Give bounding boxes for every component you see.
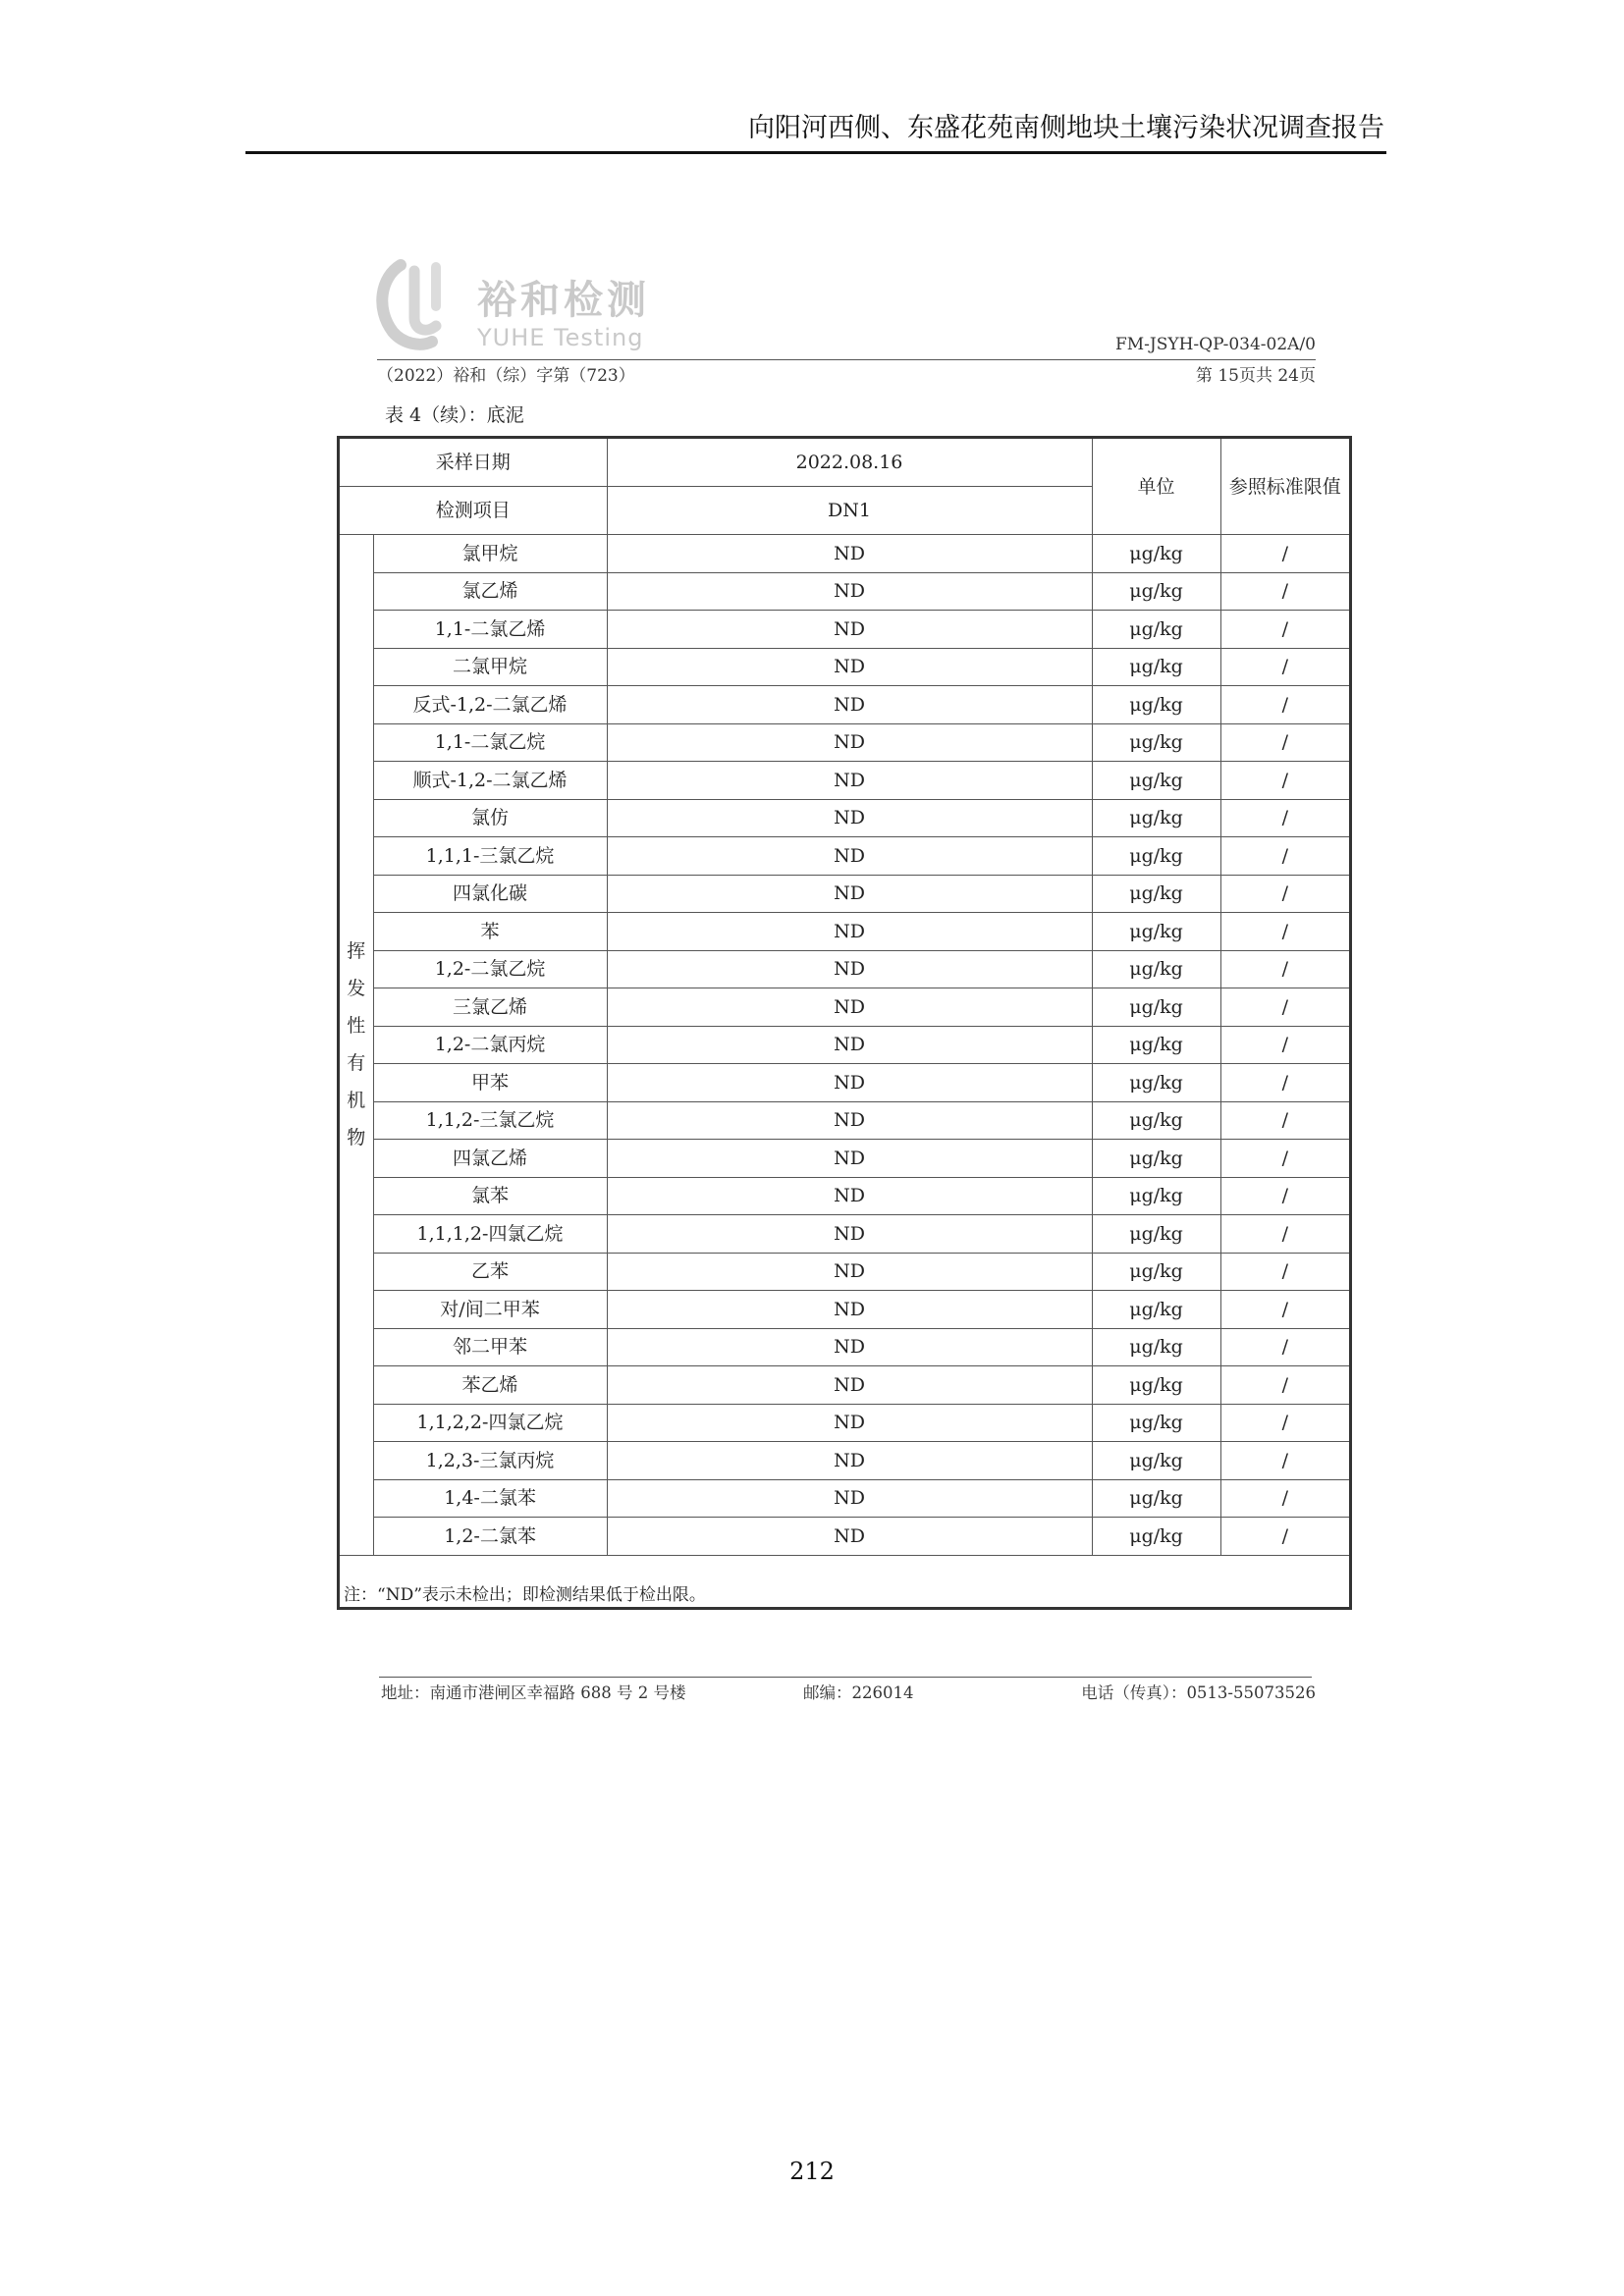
- analyte-name: 1,2-二氯丙烷: [373, 1026, 607, 1064]
- result-value: ND: [607, 686, 1092, 724]
- footer-phone: 电话（传真）：0513-55073526: [1081, 1683, 1316, 1702]
- table-row: [340, 723, 1349, 762]
- unit-value: μg/kg: [1092, 1101, 1220, 1140]
- analyte-name: 1,2,3-三氯丙烷: [373, 1442, 607, 1480]
- analyte-name: 二氯甲烷: [373, 648, 607, 686]
- logo-name-cn: 裕和检测: [477, 278, 650, 323]
- analyte-name: 反式-1,2-二氯乙烯: [373, 686, 607, 724]
- table-row: [340, 1518, 1349, 1556]
- result-value: ND: [607, 648, 1092, 686]
- unit-value: μg/kg: [1092, 1253, 1220, 1291]
- limit-value: /: [1220, 1442, 1349, 1480]
- unit-value: μg/kg: [1092, 1215, 1220, 1254]
- table-row: [340, 837, 1349, 876]
- result-value: ND: [607, 875, 1092, 913]
- results-table: [340, 439, 1349, 1556]
- result-value: ND: [607, 1518, 1092, 1556]
- unit-value: μg/kg: [1092, 988, 1220, 1027]
- result-value: ND: [607, 535, 1092, 573]
- analyte-name: 1,2-二氯苯: [373, 1518, 607, 1556]
- analyte-name: 三氯乙烯: [373, 988, 607, 1027]
- table-row: [340, 1215, 1349, 1254]
- analyte-name: 四氯乙烯: [373, 1140, 607, 1178]
- page-number: 212: [789, 2158, 835, 2185]
- unit-value: μg/kg: [1092, 535, 1220, 573]
- result-value: ND: [607, 1253, 1092, 1291]
- limit-value: /: [1220, 723, 1349, 762]
- limit-value: /: [1220, 535, 1349, 573]
- limit-value: /: [1220, 1064, 1349, 1102]
- unit-value: μg/kg: [1092, 723, 1220, 762]
- analyte-name: 1,1,2,2-四氯乙烷: [373, 1404, 607, 1442]
- unit-value: μg/kg: [1092, 1064, 1220, 1102]
- page-count: 第 15页共 24页: [1195, 366, 1316, 386]
- analyte-name: 1,4-二氯苯: [373, 1479, 607, 1518]
- unit-value: μg/kg: [1092, 1177, 1220, 1215]
- table-row: [340, 535, 1349, 573]
- report-running-title: 向阳河西侧、东盛花苑南侧地块土壤污染状况调查报告: [748, 113, 1384, 143]
- limit-value: /: [1220, 1479, 1349, 1518]
- limit-value: /: [1220, 1291, 1349, 1329]
- table-row: [340, 1064, 1349, 1102]
- limit-value: /: [1220, 837, 1349, 876]
- unit-value: μg/kg: [1092, 1518, 1220, 1556]
- analyte-name: 氯乙烯: [373, 572, 607, 611]
- table-row: [340, 1404, 1349, 1442]
- footer-address: 地址：南通市港闸区幸福路 688 号 2 号楼: [381, 1683, 686, 1702]
- result-value: ND: [607, 1064, 1092, 1102]
- table-row: [340, 799, 1349, 837]
- limit-value: /: [1220, 799, 1349, 837]
- report-number: （2022）裕和（综）字第（723）: [377, 366, 635, 386]
- limit-value: /: [1220, 648, 1349, 686]
- analyte-name: 乙苯: [373, 1253, 607, 1291]
- unit-value: μg/kg: [1092, 1291, 1220, 1329]
- analyte-name: 邻二甲苯: [373, 1328, 607, 1366]
- unit-value: μg/kg: [1092, 913, 1220, 951]
- footer-rule: [379, 1677, 1312, 1678]
- unit-value: μg/kg: [1092, 686, 1220, 724]
- limit-value: /: [1220, 1101, 1349, 1140]
- table-row: [340, 1177, 1349, 1215]
- analyte-name: 对/间二甲苯: [373, 1291, 607, 1329]
- footer-postcode: 邮编：226014: [803, 1683, 914, 1702]
- limit-value: /: [1220, 1518, 1349, 1556]
- result-value: ND: [607, 1479, 1092, 1518]
- table-row: [340, 950, 1349, 988]
- table-row: [340, 913, 1349, 951]
- result-value: ND: [607, 988, 1092, 1027]
- unit-value: μg/kg: [1092, 1366, 1220, 1405]
- yuhe-logo-icon: [371, 257, 460, 355]
- limit-value: /: [1220, 1026, 1349, 1064]
- unit-value: μg/kg: [1092, 950, 1220, 988]
- limit-value: /: [1220, 1404, 1349, 1442]
- limit-value: /: [1220, 913, 1349, 951]
- analyte-name: 四氯化碳: [373, 875, 607, 913]
- table-row: [340, 572, 1349, 611]
- limit-value: /: [1220, 950, 1349, 988]
- table-row: [340, 1101, 1349, 1140]
- limit-value: /: [1220, 1215, 1349, 1254]
- unit-value: μg/kg: [1092, 1328, 1220, 1366]
- analyte-name: 1,2-二氯乙烷: [373, 950, 607, 988]
- analyte-name: 苯: [373, 913, 607, 951]
- unit-value: μg/kg: [1092, 572, 1220, 611]
- table-row: [340, 988, 1349, 1027]
- result-value: ND: [607, 837, 1092, 876]
- unit-value: μg/kg: [1092, 1140, 1220, 1178]
- result-value: ND: [607, 1101, 1092, 1140]
- unit-value: μg/kg: [1092, 1404, 1220, 1442]
- table-row: [340, 1253, 1349, 1291]
- group-label-cell: [340, 535, 373, 1556]
- result-value: ND: [607, 1404, 1092, 1442]
- result-value: ND: [607, 799, 1092, 837]
- unit-value: μg/kg: [1092, 611, 1220, 649]
- limit-value: /: [1220, 988, 1349, 1027]
- result-value: ND: [607, 1215, 1092, 1254]
- table-row: [340, 648, 1349, 686]
- analyte-name: 1,1-二氯乙烷: [373, 723, 607, 762]
- analyte-name: 顺式-1,2-二氯乙烯: [373, 762, 607, 800]
- result-value: ND: [607, 1026, 1092, 1064]
- unit-value: μg/kg: [1092, 1442, 1220, 1480]
- limit-value: /: [1220, 611, 1349, 649]
- limit-value: /: [1220, 762, 1349, 800]
- sampling-date-label: 采样日期: [340, 439, 607, 487]
- table-row: [340, 1026, 1349, 1064]
- analyte-name: 氯苯: [373, 1177, 607, 1215]
- limit-value: /: [1220, 686, 1349, 724]
- analyte-name: 氯仿: [373, 799, 607, 837]
- limit-value: /: [1220, 572, 1349, 611]
- result-value: ND: [607, 611, 1092, 649]
- limit-value: /: [1220, 1328, 1349, 1366]
- unit-header: 单位: [1092, 439, 1220, 535]
- analyte-name: 1,1,1,2-四氯乙烷: [373, 1215, 607, 1254]
- unit-value: μg/kg: [1092, 799, 1220, 837]
- item-label: 检测项目: [340, 487, 607, 535]
- group-label: 挥发性有机物: [347, 940, 366, 1149]
- table-row: [340, 762, 1349, 800]
- limit-value: /: [1220, 875, 1349, 913]
- limit-header: 参照标准限值: [1220, 439, 1349, 535]
- limit-value: /: [1220, 1177, 1349, 1215]
- sampling-date-value: 2022.08.16: [607, 439, 1092, 487]
- result-value: ND: [607, 1291, 1092, 1329]
- analyte-name: 甲苯: [373, 1064, 607, 1102]
- result-value: ND: [607, 1177, 1092, 1215]
- analyte-name: 1,1-二氯乙烯: [373, 611, 607, 649]
- limit-value: /: [1220, 1366, 1349, 1405]
- table-row: [340, 1328, 1349, 1366]
- analyte-name: 氯甲烷: [373, 535, 607, 573]
- table-row: [340, 686, 1349, 724]
- logo-name-en: YUHE Testing: [477, 324, 644, 351]
- header-row-date: [340, 439, 1349, 487]
- results-table-frame: [337, 436, 1352, 1610]
- table-row: [340, 1291, 1349, 1329]
- unit-value: μg/kg: [1092, 762, 1220, 800]
- analyte-name: 1,1,2-三氯乙烷: [373, 1101, 607, 1140]
- result-value: ND: [607, 1366, 1092, 1405]
- document-rule: [377, 359, 1316, 360]
- table-row: [340, 875, 1349, 913]
- sample-id: DN1: [607, 487, 1092, 535]
- result-value: ND: [607, 723, 1092, 762]
- unit-value: μg/kg: [1092, 875, 1220, 913]
- unit-value: μg/kg: [1092, 648, 1220, 686]
- company-logo: [371, 257, 666, 355]
- result-value: ND: [607, 762, 1092, 800]
- result-value: ND: [607, 950, 1092, 988]
- table-row: [340, 1479, 1349, 1518]
- analyte-name: 苯乙烯: [373, 1366, 607, 1405]
- table-row: [340, 1140, 1349, 1178]
- unit-value: μg/kg: [1092, 1479, 1220, 1518]
- table-caption: 表 4（续）：底泥: [385, 404, 524, 426]
- table-row: [340, 1442, 1349, 1480]
- result-value: ND: [607, 1140, 1092, 1178]
- unit-value: μg/kg: [1092, 837, 1220, 876]
- limit-value: /: [1220, 1253, 1349, 1291]
- header-rule: [245, 151, 1386, 154]
- result-value: ND: [607, 913, 1092, 951]
- limit-value: /: [1220, 1140, 1349, 1178]
- table-row: [340, 611, 1349, 649]
- form-code: FM-JSYH-QP-034-02A/0: [1114, 335, 1316, 354]
- analyte-name: 1,1,1-三氯乙烷: [373, 837, 607, 876]
- result-value: ND: [607, 1328, 1092, 1366]
- table-row: [340, 1366, 1349, 1405]
- unit-value: μg/kg: [1092, 1026, 1220, 1064]
- result-value: ND: [607, 1442, 1092, 1480]
- result-value: ND: [607, 572, 1092, 611]
- table-note: 注：“ND”表示未检出；即检测结果低于检出限。: [344, 1585, 706, 1605]
